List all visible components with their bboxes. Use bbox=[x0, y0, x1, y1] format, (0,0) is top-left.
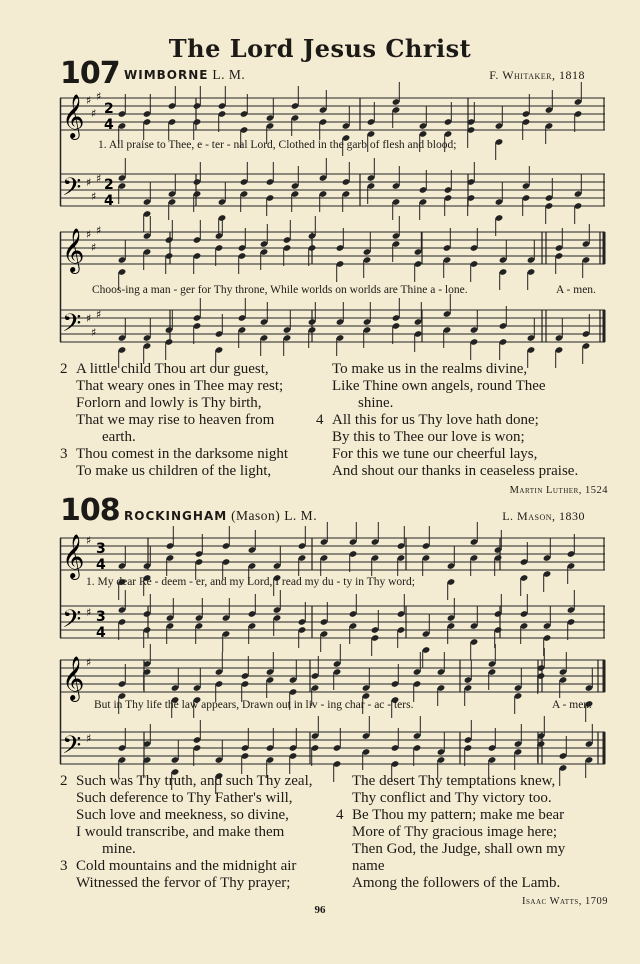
verse-number: 2 bbox=[60, 361, 68, 377]
verse-line bbox=[316, 412, 612, 429]
treble-clef-icon: 𝄞 bbox=[62, 94, 85, 138]
verse-number: 2 bbox=[60, 773, 68, 789]
verse-line bbox=[60, 790, 340, 807]
verse-line bbox=[316, 463, 612, 480]
lyric-108-line1: 1. My dear Re - deem - er, and my Lord, I read my du - ty in Thy word; bbox=[86, 576, 415, 588]
svg-text:2: 2 bbox=[104, 177, 114, 193]
tune-name-107: WIMBORNE bbox=[124, 68, 209, 82]
verse-line bbox=[316, 378, 612, 395]
verse-text: Among the followers of the Lamb. bbox=[352, 875, 561, 891]
verse-line bbox=[60, 875, 340, 892]
lyric-107-line1: 1. All praise to Thee, e - ter - nal Lord, Clothed in the garb of flesh and blood; bbox=[98, 139, 457, 151]
svg-text:♯: ♯ bbox=[91, 241, 97, 254]
bass-clef-icon: 𝄢 bbox=[62, 173, 82, 208]
verse-text: The desert Thy temptations knew, bbox=[352, 773, 556, 789]
verse-line bbox=[316, 361, 612, 378]
tune-name-108: ROCKINGHAM bbox=[124, 509, 228, 523]
verse-line bbox=[60, 412, 320, 429]
verse-line bbox=[336, 824, 612, 841]
tune-paren-108: (Mason) bbox=[231, 508, 281, 523]
svg-text:♯: ♯ bbox=[91, 190, 97, 203]
svg-text:♯: ♯ bbox=[96, 90, 102, 103]
verse-text: Thou comest in the darksome night bbox=[76, 446, 289, 462]
verse-text: Such was Thy truth, and such Thy zeal, bbox=[76, 773, 313, 789]
verses-107-left bbox=[60, 361, 320, 480]
music-system-108-2 bbox=[60, 652, 610, 780]
svg-text:3: 3 bbox=[96, 609, 106, 625]
verse-text: Such love and meekness, so divine, bbox=[76, 807, 289, 823]
verses-108-left bbox=[60, 773, 340, 892]
lyric-107-line2: Choos-ing a man - ger for Thy throne, While worlds on worlds are Thine a - lone. bbox=[92, 284, 468, 296]
page-number: 96 bbox=[314, 904, 326, 916]
bass-staff-lines bbox=[60, 174, 605, 206]
verse-line bbox=[60, 378, 320, 395]
treble-clef-icon: 𝄞 bbox=[62, 228, 85, 272]
verse-text: earth. bbox=[102, 429, 136, 445]
verse-text: More of Thy gracious image here; bbox=[352, 824, 558, 840]
verse-line bbox=[336, 858, 612, 875]
music-system-108-1 bbox=[60, 530, 610, 658]
verse-number: 4 bbox=[336, 807, 344, 823]
verse-text: Like Thine own angels, round Thee bbox=[332, 378, 546, 394]
svg-text:♯: ♯ bbox=[86, 732, 92, 745]
verse-line bbox=[336, 807, 612, 824]
verse-number: 4 bbox=[316, 412, 324, 428]
music-system-107-1 bbox=[60, 92, 610, 220]
bass-clef-icon: 𝄢 bbox=[62, 605, 82, 640]
svg-text:4: 4 bbox=[96, 557, 106, 573]
verse-text: Forlorn and lowly is Thy birth, bbox=[76, 395, 262, 411]
verse-line bbox=[60, 773, 340, 790]
verses-108-right bbox=[336, 773, 612, 892]
verse-line bbox=[336, 875, 612, 892]
verse-text: And shout our thanks in ceaseless praise. bbox=[332, 463, 579, 479]
svg-text:3: 3 bbox=[96, 541, 106, 557]
svg-text:♯: ♯ bbox=[91, 107, 97, 120]
verse-text: That weary ones in Thee may rest; bbox=[76, 378, 284, 394]
svg-text:♯: ♯ bbox=[96, 224, 102, 237]
verse-line bbox=[60, 824, 340, 841]
verse-text: A little child Thou art our guest, bbox=[76, 361, 269, 377]
verses-107-right bbox=[316, 361, 612, 480]
verse-number: 3 bbox=[60, 858, 68, 874]
svg-text:4: 4 bbox=[96, 625, 106, 641]
verse-text: For this we tune our cheerful lays, bbox=[332, 446, 538, 462]
verse-line bbox=[316, 429, 612, 446]
verse-line bbox=[60, 361, 320, 378]
verse-text: Then God, the Judge, shall own my bbox=[352, 841, 566, 857]
meter-107: L. M. bbox=[212, 67, 246, 82]
bass-clef-icon: 𝄢 bbox=[62, 309, 82, 344]
svg-text:♯: ♯ bbox=[86, 606, 92, 619]
tune-line-108 bbox=[124, 508, 317, 524]
svg-text:♯: ♯ bbox=[86, 534, 92, 547]
section-title: The Lord Jesus Christ bbox=[168, 34, 472, 63]
verse-text: Be Thou my pattern; make me bear bbox=[352, 807, 565, 823]
svg-text:4: 4 bbox=[104, 193, 114, 209]
author-108: Isaac Watts, 1709 bbox=[522, 896, 608, 907]
verse-line bbox=[336, 773, 612, 790]
author-107: Martin Luther, 1524 bbox=[509, 485, 608, 496]
svg-text:♯: ♯ bbox=[86, 228, 92, 241]
composer-108: L. Mason, 1830 bbox=[502, 509, 585, 523]
verse-line bbox=[60, 463, 320, 480]
bass-clef-icon: 𝄢 bbox=[62, 731, 82, 766]
verse-line bbox=[60, 807, 340, 824]
svg-text:♯: ♯ bbox=[86, 176, 92, 189]
verse-text: Thy conflict and Thy victory too. bbox=[352, 790, 552, 806]
svg-text:♯: ♯ bbox=[96, 172, 102, 185]
verse-line bbox=[60, 429, 320, 446]
svg-text:♯: ♯ bbox=[86, 312, 92, 325]
verse-line bbox=[60, 395, 320, 412]
verse-line bbox=[316, 395, 612, 412]
amen-108: A - men. bbox=[552, 699, 592, 711]
hymn-number-108: 108 bbox=[60, 493, 120, 528]
composer-107: F. Whitaker, 1818 bbox=[489, 68, 585, 82]
meter-108: L. M. bbox=[284, 508, 318, 523]
verse-text: mine. bbox=[102, 841, 136, 857]
verse-text: By this to Thee our love is won; bbox=[332, 429, 525, 445]
verse-line bbox=[336, 790, 612, 807]
verse-number: 3 bbox=[60, 446, 68, 462]
verse-line bbox=[60, 858, 340, 875]
svg-text:2: 2 bbox=[104, 101, 114, 117]
verse-text: shine. bbox=[358, 395, 394, 411]
svg-text:♯: ♯ bbox=[91, 326, 97, 339]
lyric-108-line2: But in Thy life the law appears, Drawn out in liv - ing char - ac - ters. bbox=[94, 699, 414, 711]
verse-text: To make us children of the light, bbox=[76, 463, 272, 479]
verse-line bbox=[60, 446, 320, 463]
verse-text: Such deference to Thy Father's will, bbox=[76, 790, 293, 806]
time-signature bbox=[104, 101, 114, 209]
verse-text: That we may rise to heaven from bbox=[76, 412, 275, 428]
verse-text: To make us in the realms divine, bbox=[332, 361, 528, 377]
svg-text:♯: ♯ bbox=[86, 94, 92, 107]
verse-text: Cold mountains and the midnight air bbox=[76, 858, 297, 874]
verse-text: name bbox=[352, 858, 385, 874]
svg-text:♯: ♯ bbox=[96, 308, 102, 321]
verse-text: All this for us Thy love hath done; bbox=[332, 412, 539, 428]
svg-text:♯: ♯ bbox=[86, 656, 92, 669]
verse-line bbox=[316, 446, 612, 463]
tune-line-107 bbox=[124, 67, 245, 83]
svg-text:4: 4 bbox=[104, 117, 114, 133]
verse-line bbox=[336, 841, 612, 858]
amen-107: A - men. bbox=[556, 284, 596, 296]
verse-text: I would transcribe, and make them bbox=[76, 824, 285, 840]
verse-text: Witnessed the fervor of Thy prayer; bbox=[76, 875, 291, 891]
treble-clef-icon: 𝄞 bbox=[62, 534, 85, 578]
hymn-number-107: 107 bbox=[60, 56, 120, 91]
verse-line bbox=[60, 841, 340, 858]
treble-clef-icon: 𝄞 bbox=[62, 656, 85, 700]
